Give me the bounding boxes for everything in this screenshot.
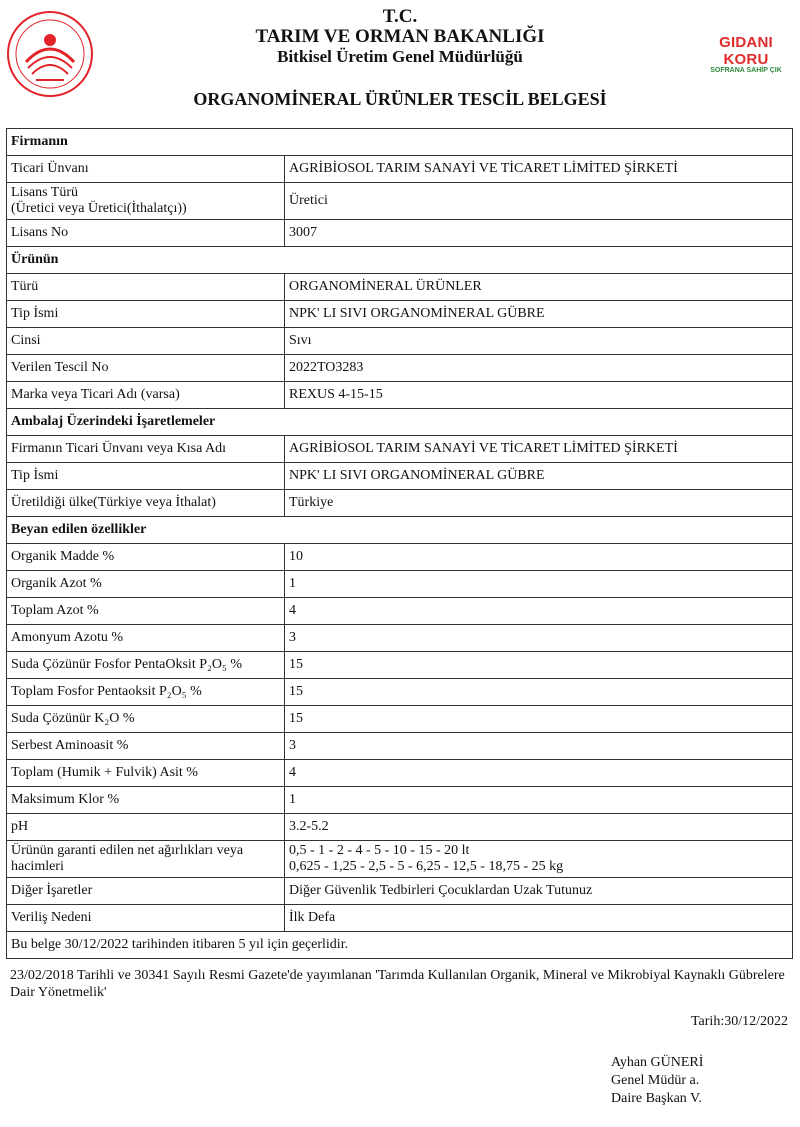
- field-value: 3: [285, 733, 793, 760]
- table-row: [7, 841, 793, 878]
- field-label: Toplam Fosfor Pentaoksit P₂O₅ %: [7, 679, 285, 706]
- signer-title-secondary: Daire Başkan V.: [611, 1091, 702, 1106]
- table-row: [7, 598, 793, 625]
- field-value: Üretici: [285, 183, 793, 220]
- field-value: 1: [285, 787, 793, 814]
- field-label: Tip İsmi: [7, 301, 285, 328]
- table-row: [7, 733, 793, 760]
- field-label: Serbest Aminoasit %: [7, 733, 285, 760]
- field-label: Amonyum Azotu %: [7, 625, 285, 652]
- field-label: Verilen Tescil No: [7, 355, 285, 382]
- field-label: Marka veya Ticari Adı (varsa): [7, 382, 285, 409]
- field-value: AGRİBİOSOL TARIM SANAYİ VE TİCARET LİMİTED ŞİRKETİ: [285, 156, 793, 183]
- table-row: [7, 328, 793, 355]
- table-row: [7, 905, 793, 932]
- section-row: [7, 517, 793, 544]
- table-row: [7, 544, 793, 571]
- field-value: NPK' LI SIVI ORGANOMİNERAL GÜBRE: [285, 301, 793, 328]
- table-row: [7, 625, 793, 652]
- section-declared: Beyan edilen özellikler: [7, 517, 793, 544]
- field-label: Üretildiği ülke(Türkiye veya İthalat): [7, 490, 285, 517]
- field-label: Ticari Ünvanı: [7, 156, 285, 183]
- table-row: [7, 382, 793, 409]
- table-row: [7, 706, 793, 733]
- table-row: [7, 679, 793, 706]
- section-row: [7, 129, 793, 156]
- field-label: Lisans No: [7, 220, 285, 247]
- field-label: [7, 183, 285, 220]
- table-row: [7, 183, 793, 220]
- signer-title: Genel Müdür a.: [611, 1073, 700, 1088]
- department-name: Bitkisel Üretim Genel Müdürlüğü: [277, 47, 523, 66]
- field-value: NPK' LI SIVI ORGANOMİNERAL GÜBRE: [285, 463, 793, 490]
- license-type-hint: (Üretici veya Üretici(İthalatçı)): [11, 201, 187, 216]
- table-row: [7, 220, 793, 247]
- section-product: Ürünün: [7, 247, 793, 274]
- field-label: Maksimum Klor %: [7, 787, 285, 814]
- field-value: 1: [285, 571, 793, 598]
- section-row: [7, 247, 793, 274]
- table-row: [7, 814, 793, 841]
- table-row: [7, 436, 793, 463]
- field-label: Suda Çözünür Fosfor PentaOksit P₂O₅ %: [7, 652, 285, 679]
- table-row: [7, 490, 793, 517]
- field-label: Cinsi: [7, 328, 285, 355]
- field-value: 4: [285, 598, 793, 625]
- field-value: İlk Defa: [285, 905, 793, 932]
- table-row: [7, 760, 793, 787]
- field-label: Türü: [7, 274, 285, 301]
- issue-date: Tarih:30/12/2022: [690, 1014, 788, 1029]
- section-row: [7, 409, 793, 436]
- field-value: 3: [285, 625, 793, 652]
- validity-row: [7, 932, 793, 959]
- header-tc: T.C.: [382, 6, 418, 27]
- field-label: Ürünün garanti edilen net ağırlıkları veya hacimleri: [7, 841, 285, 878]
- brand-slogan: SOFRANA SAHİP ÇIK: [710, 67, 782, 74]
- field-value: 3007: [285, 220, 793, 247]
- validity-text: Bu belge 30/12/2022 tarihinden itibaren 5 yıl için geçerlidir.: [7, 932, 793, 959]
- weights-mass-line: 0,625 - 1,25 - 2,5 - 5 - 6,25 - 12,5 - 18,75 - 25 kg: [289, 859, 564, 874]
- field-label: Veriliş Nedeni: [7, 905, 285, 932]
- field-value: 15: [285, 706, 793, 733]
- field-value: 4: [285, 760, 793, 787]
- signature-block: [611, 1054, 703, 1108]
- signer-name: Ayhan GÜNERİ: [611, 1055, 704, 1070]
- field-label: Diğer İşaretler: [7, 878, 285, 905]
- field-label: Suda Çözünür K₂O %: [7, 706, 285, 733]
- field-value: 3.2-5.2: [285, 814, 793, 841]
- field-value: Diğer Güvenlik Tedbirleri Çocuklardan Uzak Tutunuz: [285, 878, 793, 905]
- field-label: Firmanın Ticari Ünvanı veya Kısa Adı: [7, 436, 285, 463]
- table-row: [7, 156, 793, 183]
- table-row: [7, 355, 793, 382]
- section-packaging: Ambalaj Üzerindeki İşaretlemeler: [7, 409, 793, 436]
- field-value: 10: [285, 544, 793, 571]
- ministry-name: TARIM VE ORMAN BAKANLIĞI: [255, 26, 545, 47]
- brand-logo: [696, 34, 796, 74]
- weights-volume-line: 0,5 - 1 - 2 - 4 - 5 - 10 - 15 - 20 lt: [289, 843, 470, 858]
- field-value: [285, 841, 793, 878]
- field-value: Türkiye: [285, 490, 793, 517]
- table-row: [7, 463, 793, 490]
- table-row: [7, 878, 793, 905]
- document-title: ORGANOMİNERAL ÜRÜNLER TESCİL BELGESİ: [193, 89, 607, 109]
- field-label: Toplam (Humik + Fulvik) Asit %: [7, 760, 285, 787]
- document-header: [0, 0, 800, 130]
- table-row: [7, 301, 793, 328]
- field-value: ORGANOMİNERAL ÜRÜNLER: [285, 274, 793, 301]
- field-value: REXUS 4-15-15: [285, 382, 793, 409]
- brand-name: GIDANI KORU: [719, 34, 773, 68]
- field-label: Organik Azot %: [7, 571, 285, 598]
- certificate-table: [6, 128, 793, 959]
- field-value: 15: [285, 652, 793, 679]
- table-row: [7, 571, 793, 598]
- field-value: AGRİBİOSOL TARIM SANAYİ VE TİCARET LİMİTED ŞİRKETİ: [285, 436, 793, 463]
- regulation-note: 23/02/2018 Tarihli ve 30341 Sayılı Resmi Gazete'de yayımlanan 'Tarımda Kullanılan Organik, Mineral ve Mikrobiyal Kaynaklı Gübrelere Dair Yönetmelik': [10, 968, 785, 1000]
- field-value: 15: [285, 679, 793, 706]
- table-row: [7, 274, 793, 301]
- table-row: [7, 787, 793, 814]
- table-row: [7, 652, 793, 679]
- field-value: 2022TO3283: [285, 355, 793, 382]
- field-label: Organik Madde %: [7, 544, 285, 571]
- section-firm: Firmanın: [7, 129, 793, 156]
- field-label: Tip İsmi: [7, 463, 285, 490]
- license-type-label: Lisans Türü: [11, 185, 79, 200]
- field-label: pH: [7, 814, 285, 841]
- field-label: Toplam Azot %: [7, 598, 285, 625]
- field-value: Sıvı: [285, 328, 793, 355]
